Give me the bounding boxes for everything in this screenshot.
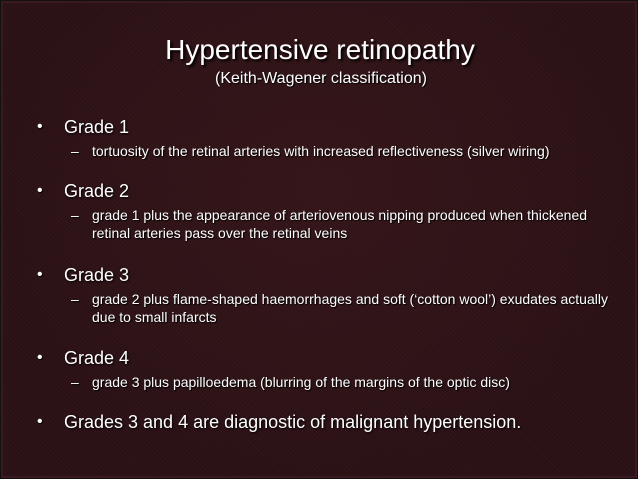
dash-icon: – [71, 143, 79, 159]
bullet-icon: • [37, 413, 43, 430]
grade-detail: grade 1 plus the appearance of arteriovenous nipping produced when thickened retinal arteries pass over the retinal veins [92, 207, 588, 241]
list-item-grade-1 [1, 115, 638, 160]
grade-heading: Grade 4 [64, 348, 130, 368]
list-item-grade-2 [1, 179, 638, 242]
grade-heading: Grade 3 [64, 265, 130, 285]
dash-icon: – [71, 374, 79, 390]
bullet-icon: • [37, 349, 43, 366]
list-item-summary [1, 410, 638, 434]
bullet-icon: • [37, 266, 43, 283]
grade-detail-row [1, 290, 638, 326]
grade-detail: grade 3 plus papilloedema (blurring of the margins of the optic disc) [92, 374, 510, 390]
grade-detail: grade 2 plus flame-shaped haemorrhages and soft (‘cotton wool’) exudates actually due to small infarcts [92, 291, 608, 325]
list-item-grade-3 [1, 263, 638, 326]
bullet-icon: • [37, 118, 43, 135]
slide-title: Hypertensive retinopathy [165, 34, 475, 65]
grade-detail-row [1, 142, 638, 160]
dash-icon: – [71, 207, 79, 223]
slide-subtitle: (Keith-Wagener classification) [215, 70, 427, 87]
summary-text: Grades 3 and 4 are diagnostic of malignant hypertension. [64, 412, 522, 432]
dash-icon: – [71, 291, 79, 307]
list-item-grade-4 [1, 346, 638, 391]
bullet-icon: • [37, 182, 43, 199]
grade-detail-row [1, 206, 638, 242]
grade-heading: Grade 1 [64, 117, 130, 137]
grade-detail-row [1, 373, 638, 391]
grade-detail: tortuosity of the retinal arteries with increased reflectiveness (silver wiring) [92, 143, 550, 159]
grade-heading: Grade 2 [64, 181, 130, 201]
